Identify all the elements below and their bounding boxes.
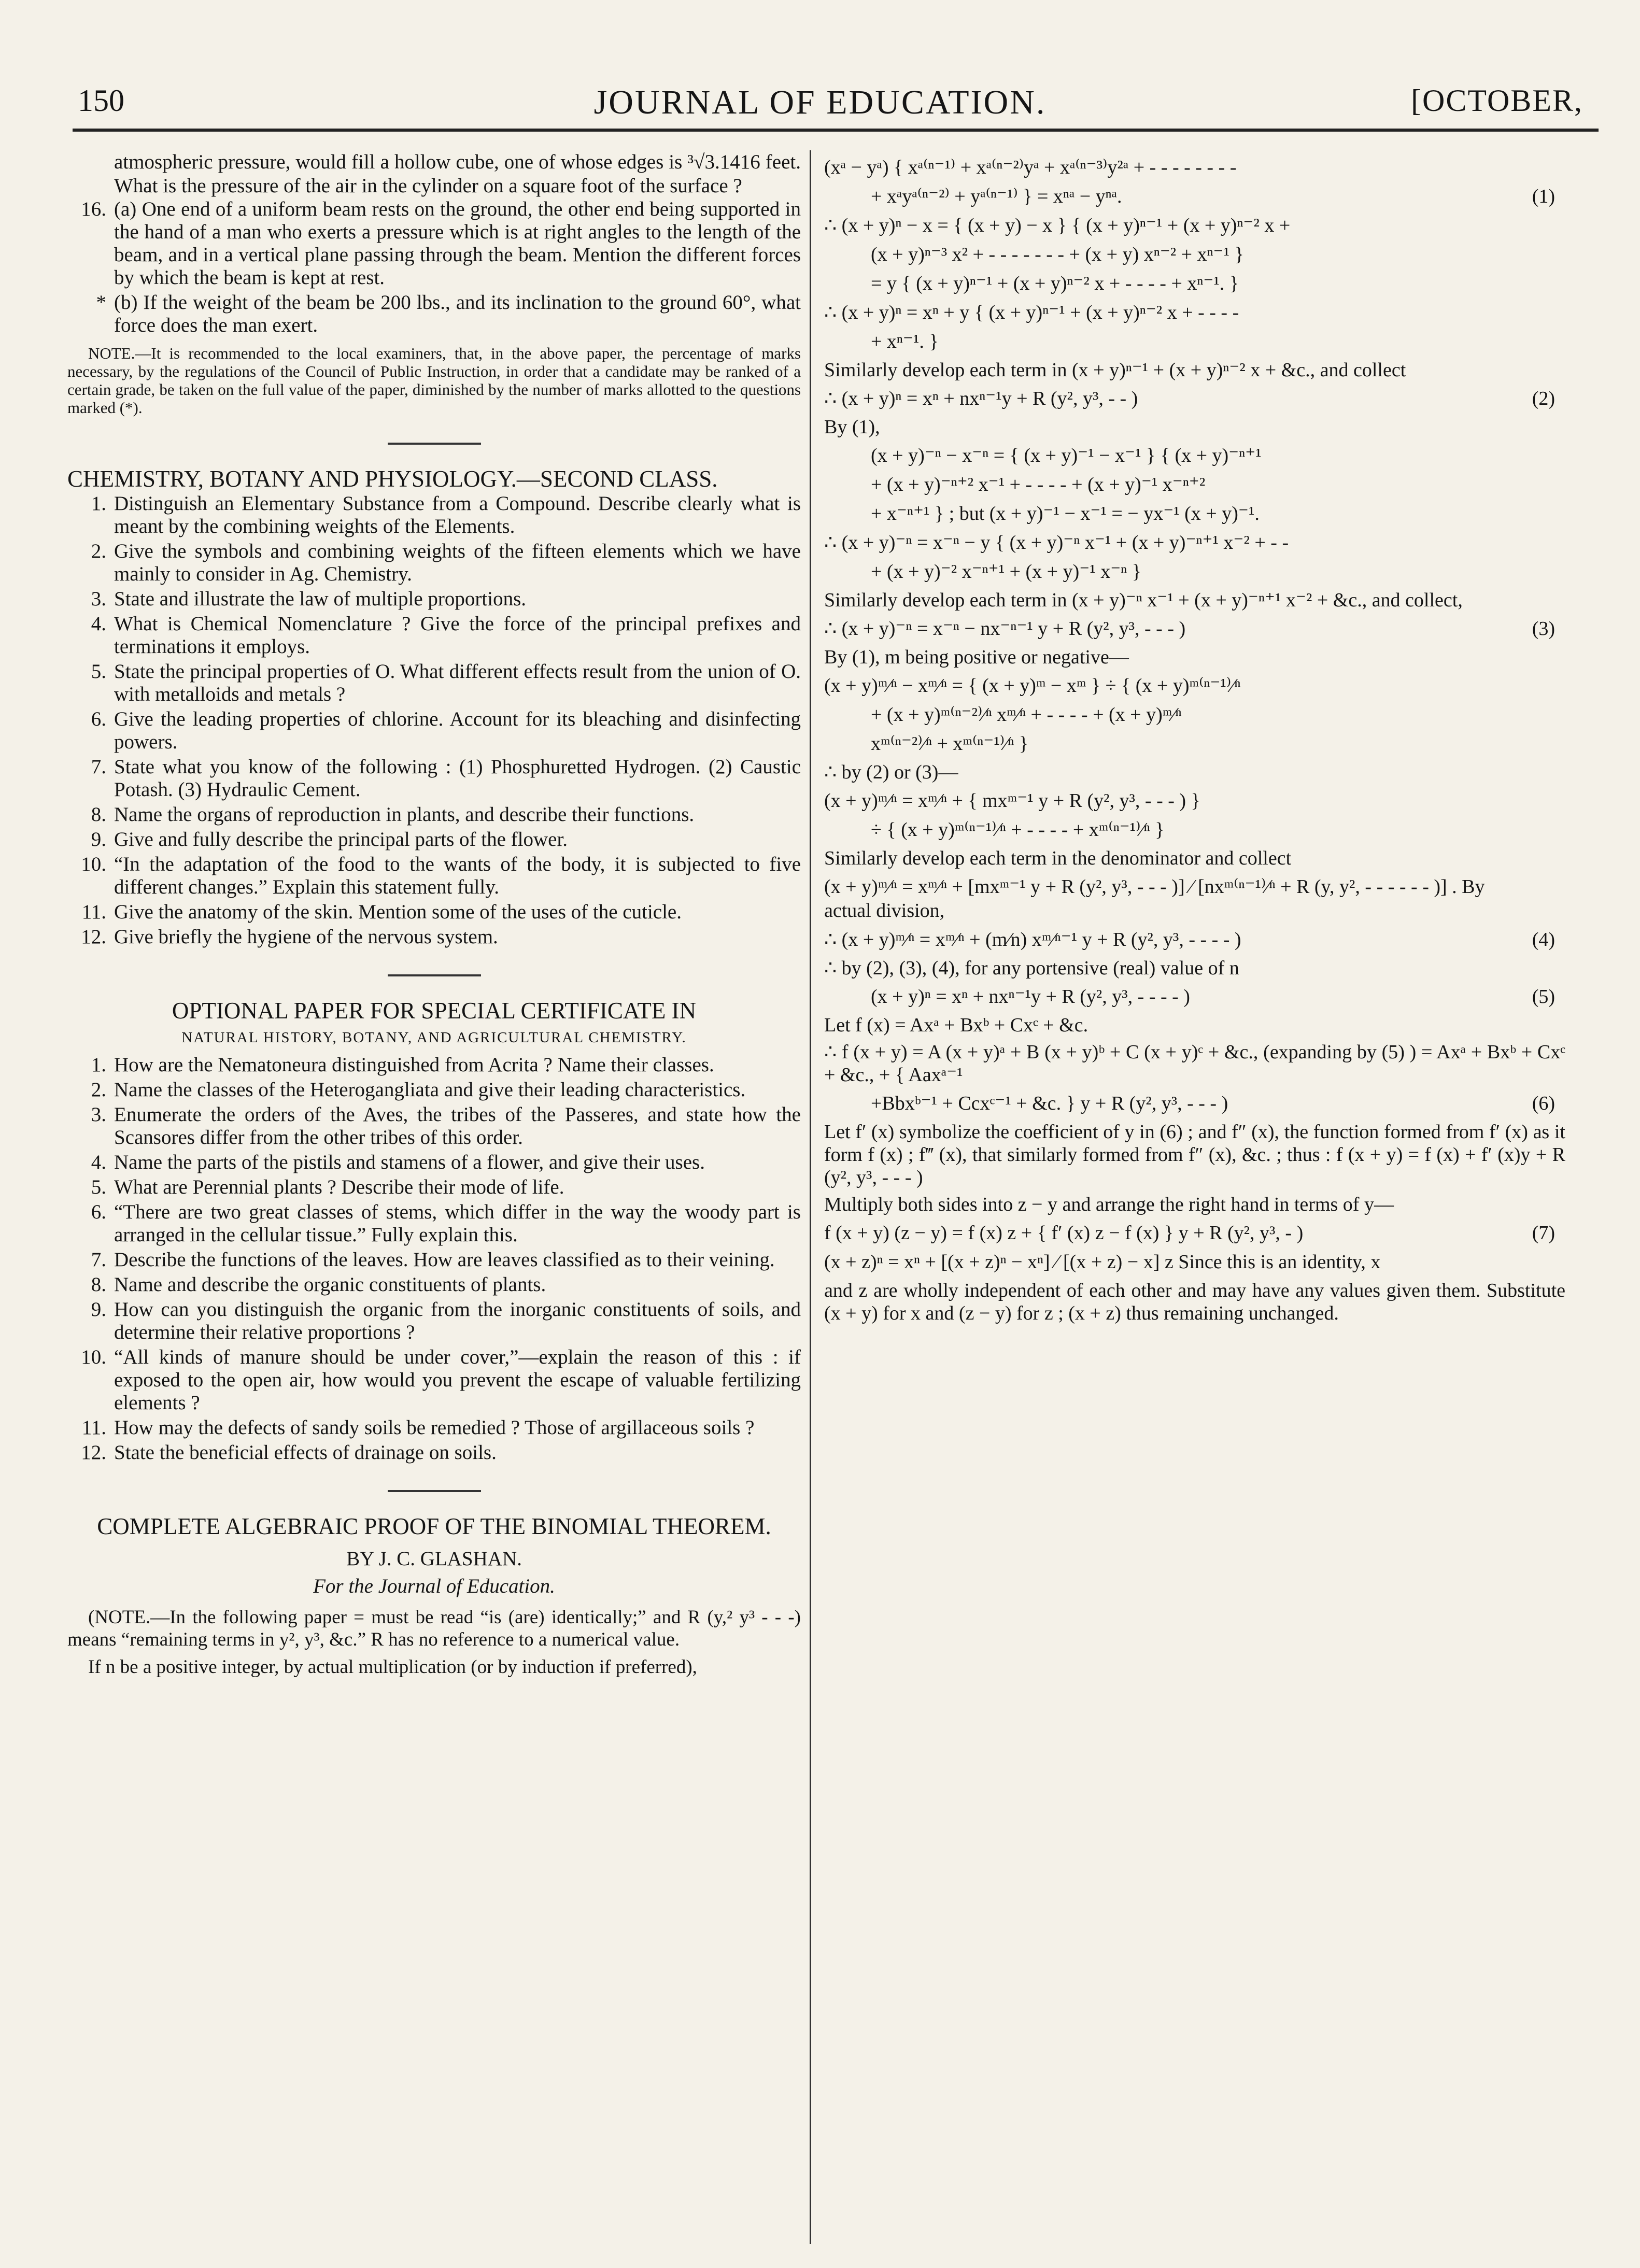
equation-body: By (1), m being positive or negative—	[824, 646, 1129, 668]
proof-equation	[824, 928, 1565, 952]
equation-number: (5)	[1532, 986, 1555, 1008]
equation-body: ∴ (x + y)⁻ⁿ = x⁻ⁿ − nx⁻ⁿ⁻¹ y + R (y², y³, - - - )	[824, 618, 1186, 640]
continued-question: atmospheric pressure, would fill a hollow cube, one of whose edges is ³√3.1416 feet. What is the pressure of the air in the cylinder on a square foot of the surface ?	[114, 151, 801, 197]
question-text: “All kinds of manure should be under cover,”—explain the reason of this : if exposed to the open air, how would you prevent the escape of valuable fertilizing elements ?	[114, 1346, 801, 1414]
proof-text	[824, 761, 1565, 784]
question-number: 2.	[91, 540, 106, 562]
question-number: 9.	[91, 1298, 106, 1321]
proof-equation	[824, 531, 1565, 555]
question-number: 2.	[91, 1079, 106, 1101]
chemistry-question	[67, 708, 801, 754]
proof-equation	[824, 985, 1565, 1009]
proof-text	[824, 589, 1565, 612]
question-number: 1.	[91, 1054, 106, 1076]
equation-number: (3)	[1532, 618, 1555, 640]
chemistry-question	[67, 588, 801, 611]
equation-body: +Bbxᵇ⁻¹ + Ccxᶜ⁻¹ + &c. } y + R (y², y³, - - - )	[871, 1093, 1228, 1114]
proof-text	[824, 1121, 1565, 1189]
column-divider	[810, 150, 811, 2244]
journal-title: JOURNAL OF EDUCATION.	[593, 83, 1047, 121]
equation-number: (7)	[1532, 1222, 1555, 1244]
equation-body: (xᵃ − yᵃ) { xᵃ⁽ⁿ⁻¹⁾ + xᵃ⁽ⁿ⁻²⁾yᵃ + xᵃ⁽ⁿ⁻³⁾y²ᵃ + - - - - - - - -	[824, 157, 1237, 178]
equation-body: (x + y)ⁿ = xⁿ + nxⁿ⁻¹y + R (y², y³, - - - - )	[871, 986, 1190, 1008]
proof-equation	[824, 272, 1565, 295]
question-number: 6.	[91, 708, 106, 730]
proof-equation	[824, 214, 1565, 237]
chemistry-question	[67, 492, 801, 538]
optional-question	[67, 1201, 801, 1246]
proof-equation	[824, 473, 1565, 497]
equation-body: Similarly develop each term in (x + y)⁻ⁿ x⁻¹ + (x + y)⁻ⁿ⁺¹ x⁻² + &c., and collect,	[824, 589, 1463, 611]
left-column	[67, 150, 801, 2244]
equation-body: ∴ (x + y)ⁿ − x = { (x + y) − x } { (x + y)ⁿ⁻¹ + (x + y)ⁿ⁻² x +	[824, 215, 1291, 236]
question-text: State and illustrate the law of multiple proportions.	[114, 588, 527, 610]
question-text: Describe the functions of the leaves. How are leaves classified as to their veining.	[114, 1249, 775, 1271]
proof-equation	[824, 560, 1565, 584]
equation-body: (x + y)ᵐ⁄ⁿ = xᵐ⁄ⁿ + [mxᵐ⁻¹ y + R (y², y³, - - - )] ⁄ [nxᵐ⁽ⁿ⁻¹⁾⁄ⁿ + R (y, y², - - - - - - )] . By actual division,	[824, 876, 1485, 922]
header-rule	[73, 129, 1599, 132]
question-text: Name the classes of the Heterogangliata and give their leading characteristics.	[114, 1079, 746, 1101]
question-number: 7.	[91, 756, 106, 778]
question-number: 11.	[81, 1416, 106, 1439]
proof-equation	[824, 155, 1565, 179]
chemistry-question	[67, 901, 801, 924]
issue-month: [OCTOBER,	[1411, 83, 1583, 118]
proof-equation	[824, 1092, 1565, 1115]
question-text: Give the leading properties of chlorine. Account for its bleaching and disinfecting powers.	[114, 708, 801, 753]
chemistry-questions	[67, 492, 801, 948]
question-text: Name the organs of reproduction in plants, and describe their functions.	[114, 803, 695, 826]
equation-body: + xⁿ⁻¹. }	[871, 331, 939, 352]
equation-body: ÷ { (x + y)ᵐ⁽ⁿ⁻¹⁾⁄ⁿ + - - - - + xᵐ⁽ⁿ⁻¹⁾⁄ⁿ }	[871, 819, 1165, 841]
page-number: 150	[78, 83, 124, 118]
section-rule	[388, 974, 481, 976]
equation-body: ∴ (x + y)⁻ⁿ = x⁻ⁿ − y { (x + y)⁻ⁿ x⁻¹ + (x + y)⁻ⁿ⁺¹ x⁻² + - -	[824, 532, 1289, 554]
equation-body: Let f′ (x) symbolize the coefficient of y in (6) ; and f″ (x), the function formed from f′ (x) as it form f (x) ; f‴ (x), that similarly formed from f″ (x), &c. ; thus : f (x + y) = f (x) + f′ (x)y + R (y², y³, - - - )	[824, 1121, 1565, 1188]
proof-equation	[824, 330, 1565, 353]
equation-body: + (x + y)⁻² x⁻ⁿ⁺¹ + (x + y)⁻¹ x⁻ⁿ }	[871, 561, 1141, 583]
chemistry-heading: CHEMISTRY, BOTANY AND PHYSIOLOGY.—SECOND CLASS.	[67, 466, 718, 492]
question-text: “In the adaptation of the food to the wants of the body, it is subjected to five different changes.” Explain this statement fully.	[114, 853, 801, 898]
question-16	[67, 198, 801, 337]
equation-body: ∴ f (x + y) = A (x + y)ᵃ + B (x + y)ᵇ + C (x + y)ᶜ + &c., (expanding by (5) ) = Axᵃ + Bxᵇ + Cxᶜ + &c., + { Aaxᵃ⁻¹	[824, 1041, 1565, 1086]
question-number: 4.	[91, 613, 106, 635]
optional-question	[67, 1273, 801, 1296]
optional-question	[67, 1298, 801, 1344]
optional-question	[67, 1079, 801, 1101]
equation-number: (2)	[1532, 388, 1555, 409]
question-number: 5.	[91, 660, 106, 683]
question-text: Enumerate the orders of the Aves, the tribes of the Passeres, and state how the Scansores differ from the other tribes of this order.	[114, 1103, 801, 1149]
intro-note: (NOTE.—In the following paper = must be read “is (are) identically;” and R (y,² y³ - - -) means “remaining terms in y², y³, &c.” R has no reference to a numerical value.	[67, 1607, 801, 1650]
equation-number: (1)	[1532, 186, 1555, 207]
optional-question	[67, 1441, 801, 1464]
question-number: 5.	[91, 1176, 106, 1198]
examiner-note: NOTE.—It is recommended to the local examiners, that, in the above paper, the percentage of marks necessary, by the regulations of the Council of Public Instruction, in order that a candidate may be ranked of a certain grade, be taken on the full value of the paper, diminished by the number of marks allotted to the questions marked (*).	[67, 344, 801, 417]
equation-body: (x + y)ᵐ⁄ⁿ − xᵐ⁄ⁿ = { (x + y)ᵐ − xᵐ } ÷ { (x + y)ᵐ⁽ⁿ⁻¹⁾⁄ⁿ	[824, 675, 1241, 697]
proof-equation	[824, 1221, 1565, 1245]
chemistry-question	[67, 828, 801, 851]
question-number: 9.	[91, 828, 106, 850]
question-number: 8.	[91, 803, 106, 826]
question-16a	[67, 198, 801, 289]
proof-equation	[824, 301, 1565, 324]
equation-body: (x + y)ᵐ⁄ⁿ = xᵐ⁄ⁿ + { mxᵐ⁻¹ y + R (y², y³, - - - ) }	[824, 790, 1200, 812]
proof-equation	[824, 387, 1565, 410]
question-marker: *	[96, 291, 106, 314]
optional-question	[67, 1249, 801, 1271]
equation-body: + (x + y)ᵐ⁽ⁿ⁻²⁾⁄ⁿ xᵐ⁄ⁿ + - - - - + (x + y)ᵐ⁄ⁿ	[871, 704, 1182, 726]
question-text: (a) One end of a uniform beam rests on the ground, the other end being supported in the hand of a man who exerts a pressure which is at right angles to the length of the beam, and in a vertical plane passing through the beam. Mention the different forces by which the beam is kept at rest.	[114, 198, 801, 289]
question-16b	[67, 291, 801, 337]
chemistry-question	[67, 926, 801, 948]
equation-body: By (1),	[824, 416, 880, 438]
chemistry-question	[67, 660, 801, 706]
question-number: 6.	[91, 1201, 106, 1223]
question-text: State the principal properties of O. What different effects result from the union of O. with metalloids and metals ?	[114, 660, 801, 705]
proof-equation	[824, 502, 1565, 526]
question-text: How are the Nematoneura distinguished from Acrita ? Name their classes.	[114, 1054, 714, 1076]
optional-question	[67, 1151, 801, 1174]
equation-number: (6)	[1532, 1093, 1555, 1114]
equation-body: + xᵃyᵃ⁽ⁿ⁻²⁾ + yᵃ⁽ⁿ⁻¹⁾ } = xⁿᵃ − yⁿᵃ.	[871, 186, 1122, 207]
right-column	[824, 150, 1565, 2244]
question-text: State the beneficial effects of drainage on soils.	[114, 1441, 497, 1464]
proof-equation	[824, 185, 1565, 208]
equation-body: = y { (x + y)ⁿ⁻¹ + (x + y)ⁿ⁻² x + - - - - + xⁿ⁻¹. }	[871, 273, 1239, 294]
question-text: What are Perennial plants ? Describe their mode of life.	[114, 1176, 564, 1198]
equation-body: and z are wholly independent of each other and may have any values given them. Substitute (x + y) for x and (z − y) for z ; (x + z) thus remaining unchanged.	[824, 1280, 1565, 1324]
chemistry-question	[67, 540, 801, 586]
question-text: What is Chemical Nomenclature ? Give the force of the principal prefixes and terminations it employs.	[114, 613, 801, 658]
question-number: 12.	[81, 926, 106, 948]
chemistry-question	[67, 853, 801, 899]
chemistry-question	[67, 756, 801, 801]
proof-text	[824, 416, 1565, 438]
intro-text: If n be a positive integer, by actual multiplication (or by induction if preferred),	[88, 1656, 697, 1678]
proof-equation	[824, 789, 1565, 813]
equation-body: + x⁻ⁿ⁺¹ } ; but (x + y)⁻¹ − x⁻¹ = − yx⁻¹ (x + y)⁻¹.	[871, 503, 1260, 525]
question-number: 3.	[91, 1103, 106, 1126]
question-number: 4.	[91, 1151, 106, 1173]
proof-text	[824, 1193, 1565, 1216]
question-number: 7.	[91, 1249, 106, 1271]
chemistry-question	[67, 613, 801, 658]
equation-body: Similarly develop each term in the denominator and collect	[824, 847, 1292, 869]
section-rule	[388, 1490, 481, 1492]
proof-text	[824, 847, 1565, 870]
question-number: 12.	[81, 1441, 106, 1464]
question-text: State what you know of the following : (1) Phosphuretted Hydrogen. (2) Caustic Potash. (3) Hydraulic Cement.	[114, 756, 801, 801]
equation-body: ∴ (x + y)ⁿ = xⁿ + nxⁿ⁻¹y + R (y², y³, - - )	[824, 388, 1138, 409]
proof-text	[824, 1279, 1565, 1325]
question-text: Distinguish an Elementary Substance from a Compound. Describe clearly what is meant by the combining weights of the Elements.	[114, 492, 801, 537]
proof-equation	[824, 875, 1565, 923]
optional-question	[67, 1054, 801, 1076]
equation-body: xᵐ⁽ⁿ⁻²⁾⁄ⁿ + xᵐ⁽ⁿ⁻¹⁾⁄ⁿ }	[871, 733, 1029, 755]
proof-equation	[824, 243, 1565, 266]
question-number: 10.	[81, 853, 106, 875]
question-text: (b) If the weight of the beam be 200 lbs., and its inclination to the ground 60°, what force does the man exert.	[114, 291, 801, 336]
question-text: How can you distinguish the organic from the inorganic constituents of soils, and determine their relative proportions ?	[114, 1298, 801, 1343]
question-number: 8.	[91, 1273, 106, 1296]
question-text: Name and describe the organic constituents of plants.	[114, 1273, 546, 1296]
equation-body: ∴ (x + y)ⁿ = xⁿ + y { (x + y)ⁿ⁻¹ + (x + y)ⁿ⁻² x + - - - -	[824, 302, 1239, 323]
chemistry-question	[67, 803, 801, 826]
question-text: Name the parts of the pistils and stamens of a flower, and give their uses.	[114, 1151, 705, 1173]
question-text: Give the symbols and combining weights of the fifteen elements which we have mainly to consider in Ag. Chemistry.	[114, 540, 801, 585]
question-number: 1.	[91, 492, 106, 515]
proof-equation	[824, 674, 1565, 698]
for-journal-line: For the Journal of Education.	[313, 1575, 555, 1597]
optional-questions	[67, 1054, 801, 1464]
proof-equation	[824, 818, 1565, 842]
section-rule	[388, 443, 481, 445]
question-text: Give the anatomy of the skin. Mention some of the uses of the cuticle.	[114, 901, 682, 923]
question-text: How may the defects of sandy soils be remedied ? Those of argillaceous soils ?	[114, 1416, 755, 1439]
proof-equation	[824, 703, 1565, 727]
proof-text	[824, 1014, 1565, 1037]
binomial-heading: COMPLETE ALGEBRAIC PROOF OF THE BINOMIAL THEOREM.	[97, 1513, 771, 1539]
proof-equation	[824, 1250, 1565, 1274]
question-number: 10.	[81, 1346, 106, 1368]
optional-question	[67, 1416, 801, 1439]
equation-body: (x + y)ⁿ⁻³ x² + - - - - - - - + (x + y) xⁿ⁻² + xⁿ⁻¹ }	[871, 244, 1244, 265]
equation-body: ∴ by (2), (3), (4), for any portensive (real) value of n	[824, 957, 1239, 979]
equation-body: ∴ by (2) or (3)—	[824, 761, 958, 783]
optional-paper-heading: OPTIONAL PAPER FOR SPECIAL CERTIFICATE IN	[172, 998, 697, 1024]
proof-text	[824, 646, 1565, 669]
optional-question	[67, 1176, 801, 1199]
question-number: 16.	[81, 198, 106, 220]
equation-body: + (x + y)⁻ⁿ⁺² x⁻¹ + - - - - + (x + y)⁻¹ x⁻ⁿ⁺²	[871, 474, 1206, 495]
equation-body: (x + z)ⁿ = xⁿ + [(x + z)ⁿ − xⁿ] ⁄ [(x + z) − x] z Since this is an identity, x	[824, 1251, 1381, 1273]
equation-body: Multiply both sides into z − y and arrange the right hand in terms of y—	[824, 1194, 1394, 1215]
question-number: 3.	[91, 588, 106, 610]
proof-text	[824, 1041, 1565, 1086]
question-text: Give and fully describe the principal parts of the flower.	[114, 828, 568, 850]
equation-body: Let f (x) = Axᵃ + Bxᵇ + Cxᶜ + &c.	[824, 1014, 1088, 1036]
proof-text	[824, 359, 1565, 381]
optional-paper-subheading: NATURAL HISTORY, BOTANY, AND AGRICULTURAL CHEMISTRY.	[181, 1029, 687, 1046]
proof-text	[824, 957, 1565, 980]
equation-body: Similarly develop each term in (x + y)ⁿ⁻¹ + (x + y)ⁿ⁻² x + &c., and collect	[824, 359, 1406, 381]
question-number: 11.	[81, 901, 106, 923]
author-byline: BY J. C. GLASHAN.	[346, 1548, 522, 1570]
proof-equation	[824, 732, 1565, 756]
equation-body: f (x + y) (z − y) = f (x) z + { f′ (x) z − f (x) } y + R (y², y³, - )	[824, 1222, 1304, 1244]
question-text: Give briefly the hygiene of the nervous system.	[114, 926, 498, 948]
proof-equation	[824, 617, 1565, 641]
equation-body: (x + y)⁻ⁿ − x⁻ⁿ = { (x + y)⁻¹ − x⁻¹ } { (x + y)⁻ⁿ⁺¹	[871, 445, 1262, 466]
page-header	[41, 78, 1599, 135]
optional-question	[67, 1103, 801, 1149]
optional-question	[67, 1346, 801, 1414]
equation-number: (4)	[1532, 929, 1555, 951]
proof-equation	[824, 444, 1565, 467]
question-text: “There are two great classes of stems, which differ in the way the woody part is arranged in the cellular tissue.” Fully explain this.	[114, 1201, 801, 1246]
equation-body: ∴ (x + y)ᵐ⁄ⁿ = xᵐ⁄ⁿ + (m⁄n) xᵐ⁄ⁿ⁻¹ y + R (y², y³, - - - - )	[824, 929, 1241, 951]
